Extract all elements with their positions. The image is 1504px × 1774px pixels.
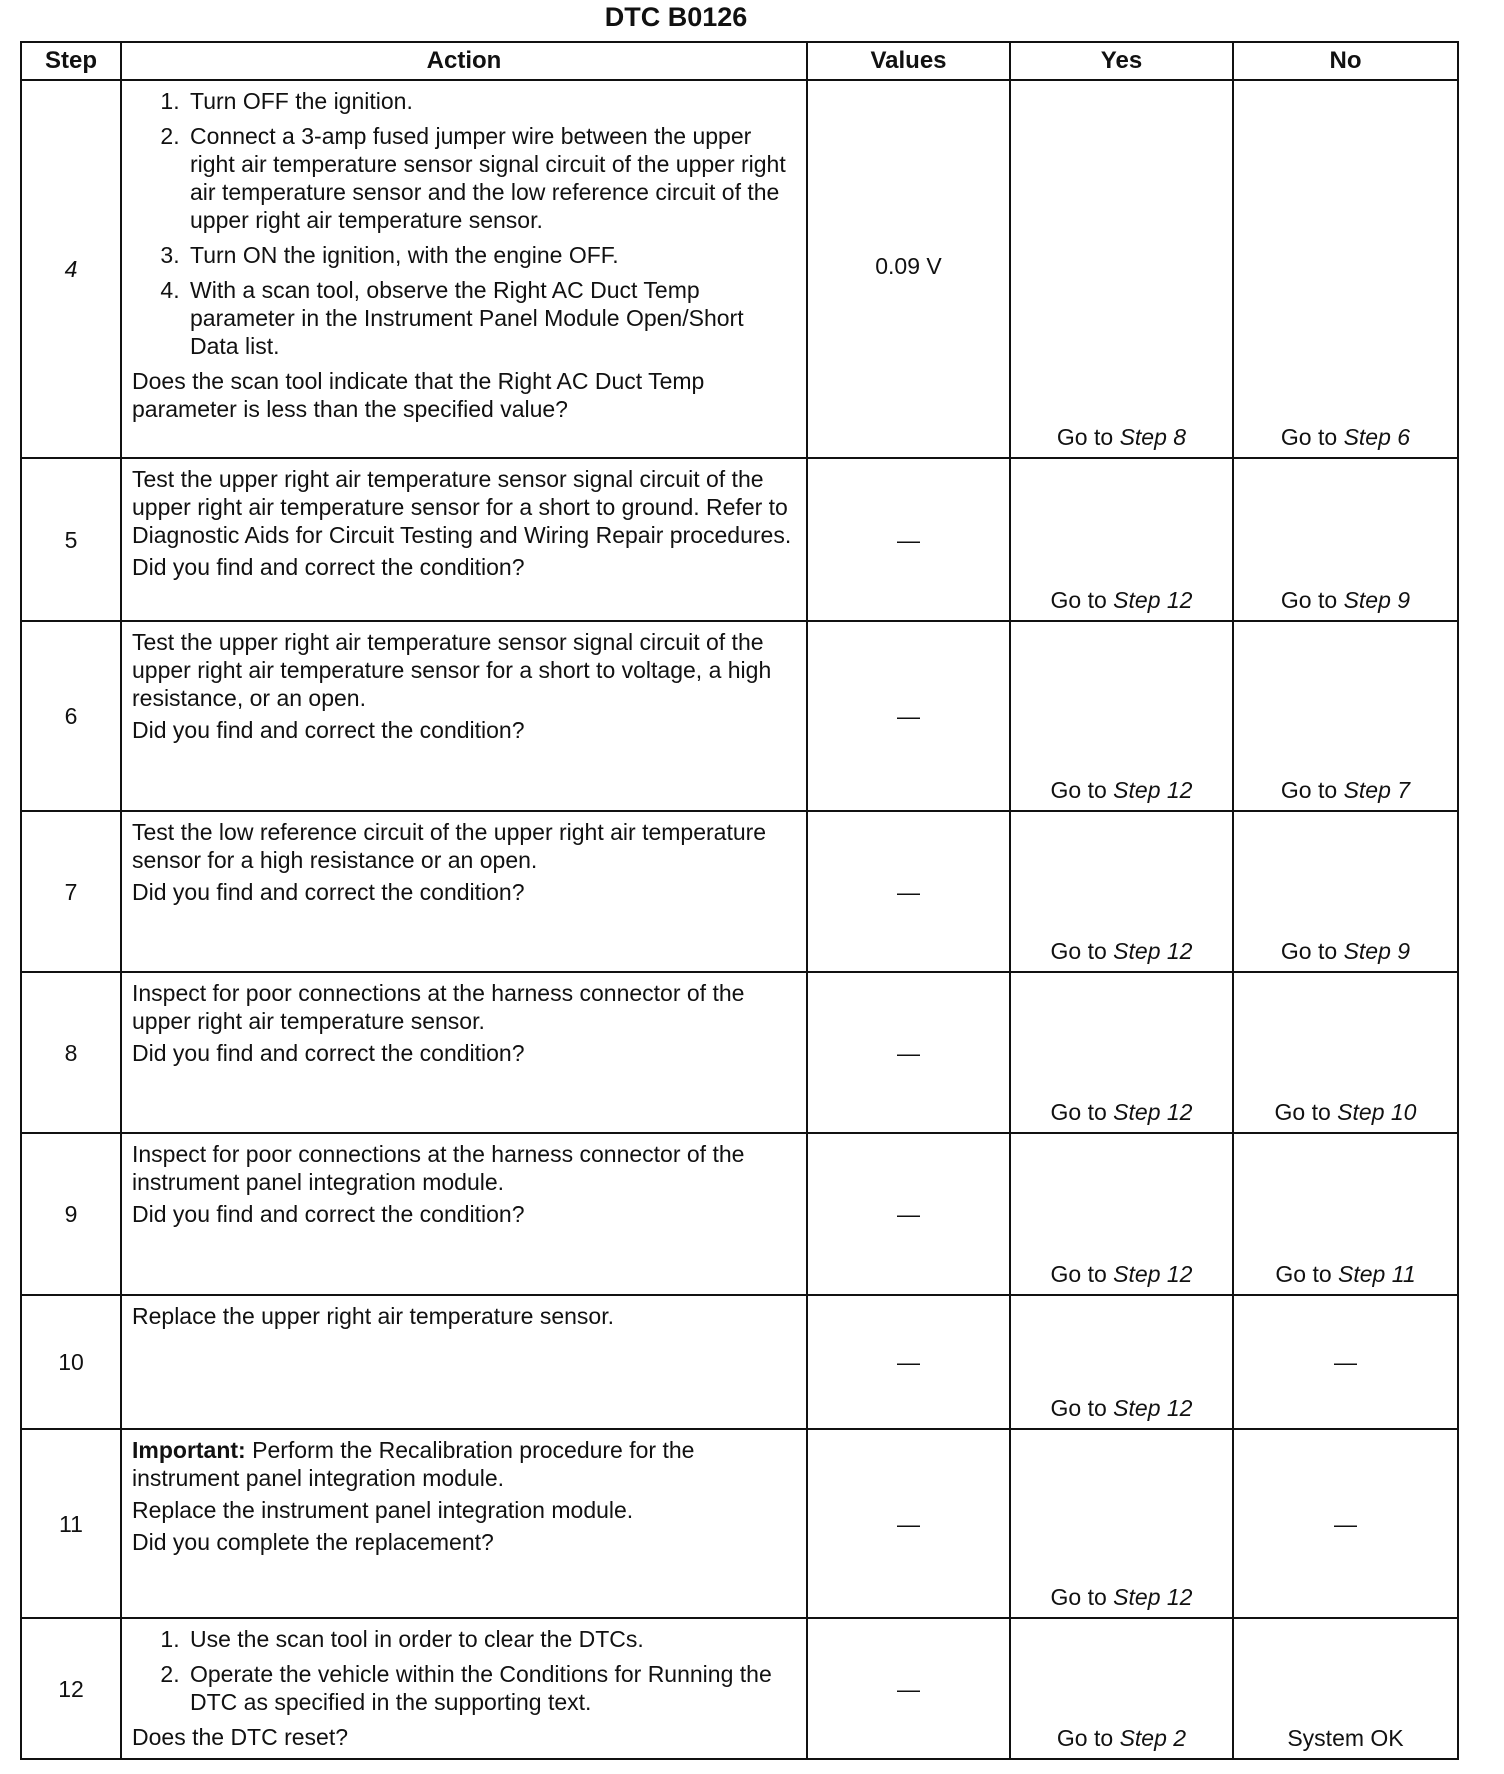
goto-link: Go to Step 6 xyxy=(1280,424,1411,450)
value-cell: — xyxy=(807,621,1010,811)
table-row xyxy=(21,621,1458,811)
action-cell xyxy=(121,1618,807,1759)
action-cell xyxy=(121,811,807,972)
step-number: 4 xyxy=(21,80,121,458)
value-cell: — xyxy=(807,811,1010,972)
value-cell: — xyxy=(807,1429,1010,1618)
action-text: Test the upper right air temperature sensor signal circuit of the upper right air temperature sensor for a short to ground. Refer to Diagnostic Aids for Circuit Testing and Wiring Repair procedures. xyxy=(132,466,792,548)
action-steps-list xyxy=(132,1625,798,1716)
goto-link: Go to Step 8 xyxy=(1056,424,1187,450)
step-number: 10 xyxy=(21,1295,121,1429)
list-item: 1. Use the scan tool in order to clear the DTCs. xyxy=(186,1625,798,1653)
no-cell xyxy=(1233,458,1458,621)
important-label: Important: xyxy=(132,1437,246,1463)
header-action: Action xyxy=(121,42,807,80)
action-text: Test the upper right air temperature sensor signal circuit of the upper right air temperature sensor for a short to voltage, a high resistance, or an open. xyxy=(132,629,772,711)
table-row xyxy=(21,1618,1458,1759)
action-cell xyxy=(121,972,807,1133)
action-question: Did you find and correct the condition? xyxy=(132,717,525,743)
important-note: Important: Perform the Recalibration procedure for the instrument panel integration module. xyxy=(132,1437,695,1491)
goto-link: Go to Step 12 xyxy=(1050,1099,1193,1125)
yes-cell xyxy=(1010,80,1233,458)
goto-link: Go to Step 12 xyxy=(1050,587,1193,613)
no-cell: System OK xyxy=(1233,1618,1458,1759)
action-text: Replace the upper right air temperature sensor. xyxy=(132,1303,614,1329)
table-row xyxy=(21,1429,1458,1618)
no-cell: — xyxy=(1233,1429,1458,1618)
step-number: 12 xyxy=(21,1618,121,1759)
list-item: 2. Operate the vehicle within the Conditions for Running the DTC as specified in the supporting text. xyxy=(186,1660,798,1716)
goto-link: Go to Step 11 xyxy=(1275,1261,1416,1287)
action-steps-list xyxy=(132,87,798,360)
no-cell xyxy=(1233,1133,1458,1295)
step-number: 5 xyxy=(21,458,121,621)
table-row xyxy=(21,1295,1458,1429)
goto-link: Go to Step 2 xyxy=(1056,1725,1187,1751)
action-text: Inspect for poor connections at the harness connector of the instrument panel integration module. xyxy=(132,1141,745,1195)
goto-link: Go to Step 12 xyxy=(1050,1395,1193,1421)
diagnostic-table xyxy=(20,41,1459,1760)
list-item: 4. With a scan tool, observe the Right AC Duct Temp parameter in the Instrument Panel Module Open/Short Data list. xyxy=(186,276,798,360)
action-question: Did you find and correct the condition? xyxy=(132,554,525,580)
document-title: DTC B0126 xyxy=(604,2,748,32)
table-row xyxy=(21,1133,1458,1295)
list-item: 1. Turn OFF the ignition. xyxy=(186,87,798,115)
action-cell xyxy=(121,1133,807,1295)
table-row xyxy=(21,811,1458,972)
action-text: Test the low reference circuit of the upper right air temperature sensor for a high resistance or an open. xyxy=(132,819,767,873)
list-item: 3. Turn ON the ignition, with the engine OFF. xyxy=(186,241,798,269)
yes-cell xyxy=(1010,458,1233,621)
action-question: Does the DTC reset? xyxy=(132,1724,349,1750)
header-no: No xyxy=(1233,42,1458,80)
table-row xyxy=(21,80,1458,458)
goto-link: Go to Step 12 xyxy=(1050,938,1193,964)
list-item: 2. Connect a 3-amp fused jumper wire between the upper right air temperature sensor signal circuit of the upper right air temperature sensor and the low reference circuit of the upper right air temperature sensor. xyxy=(186,122,798,234)
step-number: 6 xyxy=(21,621,121,811)
action-text: Replace the instrument panel integration module. xyxy=(132,1497,634,1523)
step-number: 9 xyxy=(21,1133,121,1295)
yes-cell xyxy=(1010,811,1233,972)
goto-link: Go to Step 9 xyxy=(1280,938,1411,964)
no-cell xyxy=(1233,811,1458,972)
yes-cell xyxy=(1010,972,1233,1133)
value-cell: — xyxy=(807,1133,1010,1295)
action-text: Inspect for poor connections at the harness connector of the upper right air temperature sensor. xyxy=(132,980,745,1034)
action-cell xyxy=(121,1295,807,1429)
yes-cell xyxy=(1010,1429,1233,1618)
action-cell xyxy=(121,621,807,811)
value-cell: 0.09 V xyxy=(807,80,1010,458)
action-cell xyxy=(121,458,807,621)
step-number: 11 xyxy=(21,1429,121,1618)
yes-cell xyxy=(1010,1295,1233,1429)
goto-link: Go to Step 10 xyxy=(1274,1099,1417,1125)
action-cell xyxy=(121,80,807,458)
table-row xyxy=(21,458,1458,621)
yes-cell xyxy=(1010,1618,1233,1759)
table-header-row xyxy=(21,42,1458,80)
action-question: Did you find and correct the condition? xyxy=(132,879,525,905)
value-cell: — xyxy=(807,972,1010,1133)
header-yes: Yes xyxy=(1010,42,1233,80)
yes-cell xyxy=(1010,621,1233,811)
no-cell xyxy=(1233,972,1458,1133)
step-number: 8 xyxy=(21,972,121,1133)
no-cell: — xyxy=(1233,1295,1458,1429)
goto-link: Go to Step 9 xyxy=(1280,587,1411,613)
value-cell: — xyxy=(807,1295,1010,1429)
goto-link: Go to Step 12 xyxy=(1050,1261,1193,1287)
yes-cell xyxy=(1010,1133,1233,1295)
header-values: Values xyxy=(807,42,1010,80)
value-cell: — xyxy=(807,458,1010,621)
action-question: Did you complete the replacement? xyxy=(132,1529,494,1555)
goto-link: Go to Step 7 xyxy=(1280,777,1411,803)
goto-link: Go to Step 12 xyxy=(1050,1584,1193,1610)
step-number: 7 xyxy=(21,811,121,972)
header-step: Step xyxy=(21,42,121,80)
action-question: Does the scan tool indicate that the Right AC Duct Temp parameter is less than the specified value? xyxy=(132,368,705,422)
no-cell xyxy=(1233,621,1458,811)
action-question: Did you find and correct the condition? xyxy=(132,1201,525,1227)
goto-link: Go to Step 12 xyxy=(1050,777,1193,803)
no-cell xyxy=(1233,80,1458,458)
table-row xyxy=(21,972,1458,1133)
action-cell xyxy=(121,1429,807,1618)
value-cell: — xyxy=(807,1618,1010,1759)
action-question: Did you find and correct the condition? xyxy=(132,1040,525,1066)
